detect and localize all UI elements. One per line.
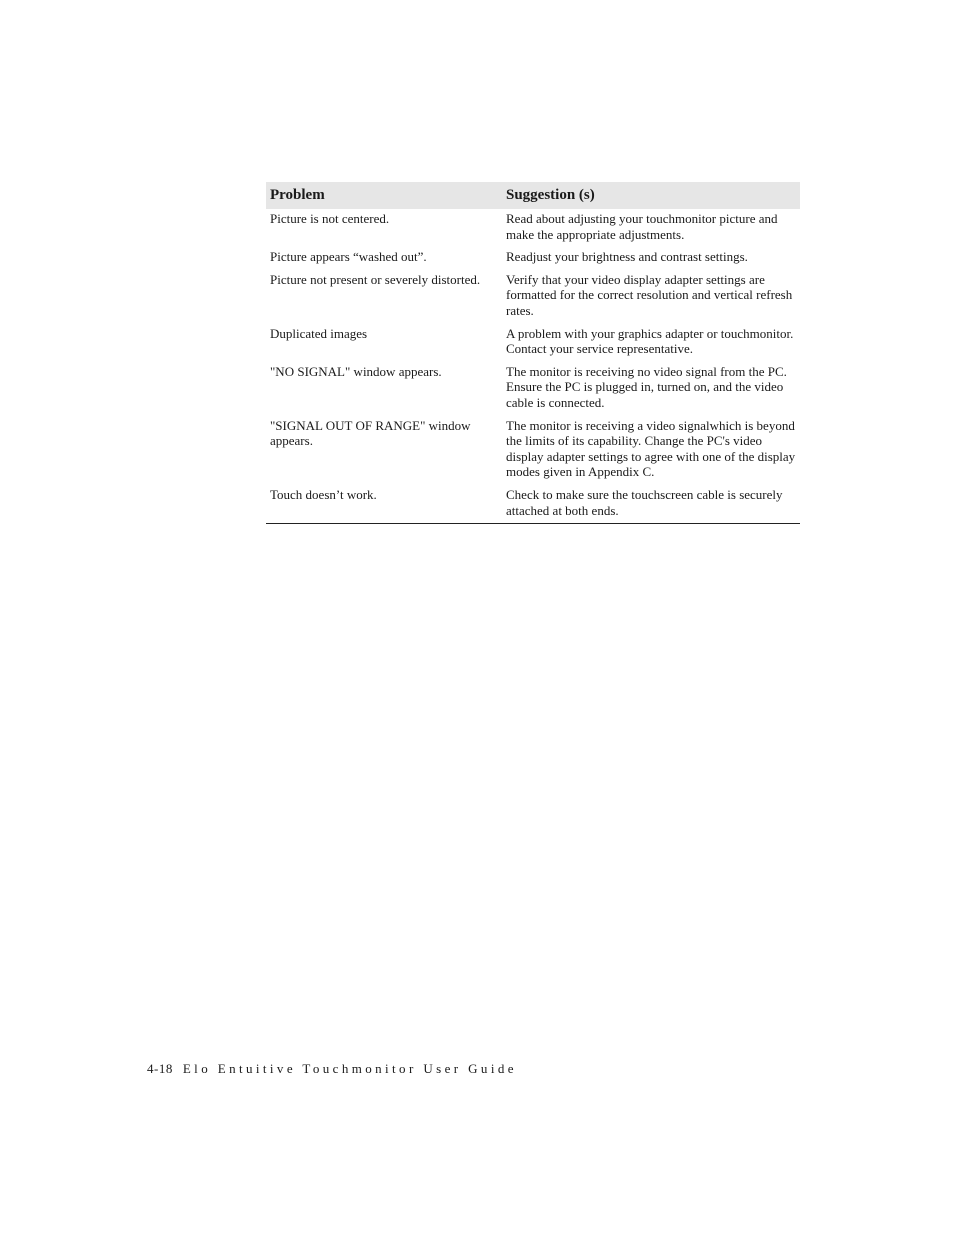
- suggestion-cell: Readjust your brightness and contrast settings.: [506, 249, 748, 265]
- table-row: [266, 416, 800, 485]
- problem-cell: Touch doesn’t work.: [270, 486, 377, 502]
- problem-cell: "SIGNAL OUT OF RANGE" window appears.: [270, 417, 471, 449]
- table-row: [266, 362, 800, 416]
- table-row: [266, 247, 800, 270]
- problem-cell: Duplicated images: [270, 325, 368, 341]
- table-row: [266, 209, 800, 247]
- suggestion-cell: The monitor is receiving no video signal from the PC. Ensure the PC is plugged in, turned on, and the video cable is connected.: [506, 363, 787, 410]
- problem-cell: Picture is not centered.: [270, 211, 390, 226]
- problem-cell: "NO SIGNAL" window appears.: [270, 363, 442, 379]
- header-problem: Problem: [266, 182, 502, 209]
- page-number: 4-18: [147, 1061, 173, 1076]
- header-suggestion: Suggestion (s): [502, 182, 800, 209]
- problem-cell: Picture not present or severely distorted.: [270, 271, 481, 287]
- suggestion-cell: Verify that your video display adapter settings are formatted for the correct resolution and vertical refresh rates.: [506, 271, 793, 318]
- suggestion-cell: A problem with your graphics adapter or touchmonitor. Contact your service representative.: [506, 325, 794, 357]
- troubleshooting-table: [266, 182, 800, 524]
- table-row: [266, 324, 800, 362]
- guide-title: Elo Entuitive Touchmonitor User Guide: [182, 1061, 517, 1076]
- suggestion-cell: Check to make sure the touchscreen cable is securely attached at both ends.: [506, 486, 783, 518]
- problem-cell: Picture appears “washed out”.: [270, 249, 427, 265]
- page-footer: [147, 1061, 517, 1077]
- suggestion-cell: The monitor is receiving a video signalwhich is beyond the limits of its capability. Change the PC's video display adapter settings to agree with one of the display modes given in Appendix C.: [506, 417, 796, 480]
- table-row: [266, 270, 800, 324]
- suggestion-cell: Read about adjusting your touchmonitor picture and make the appropriate adjustments.: [506, 211, 778, 242]
- table-row: [266, 485, 800, 523]
- table-header-row: [266, 182, 800, 209]
